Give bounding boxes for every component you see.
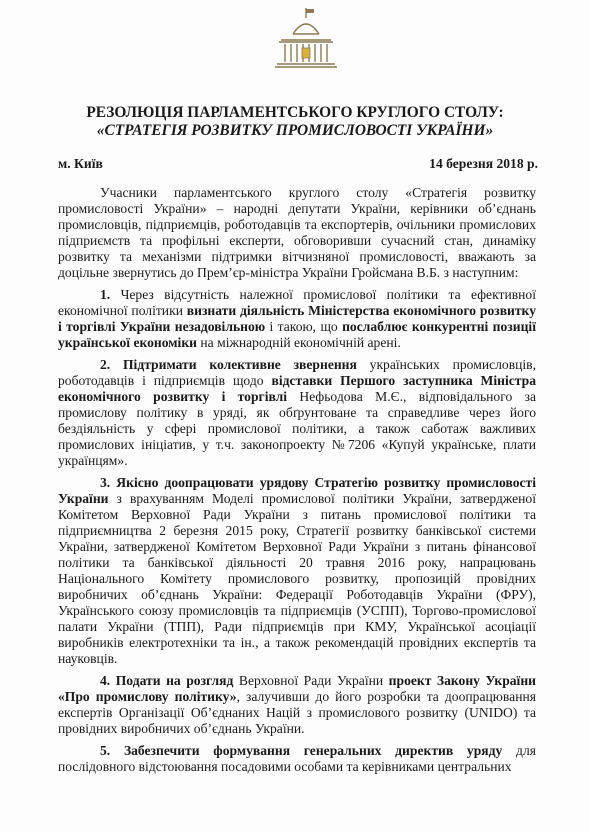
item-number: 5. xyxy=(100,743,111,758)
item-bold-text: проект Закону України «Про промислову політику» xyxy=(58,673,536,704)
item-text: українських промисловців, роботодавців і підприємців щодо xyxy=(58,357,536,388)
title-line-2: «СТРАТЕГІЯ РОЗВИТКУ ПРОМИСЛОВОСТІ УКРАЇНИ» xyxy=(96,122,494,139)
item-3 xyxy=(58,475,536,667)
item-text: Нефьодова М.Є., відповідального за промислову політику в уряді, як обґрунтоване та справедливе через його бездіяльність у сфері промислової політики, а також саботаж важливих промислових ініціатив, у т.ч. законопроекту №7206 «Купуй українське, плати українцям». xyxy=(58,389,536,468)
item-text: , залучивши до його розробки та доопрацювання експертів Організації Об’єднаних Націй з промислового розвитку (UNIDO) та провідних виробничих об’єднань України. xyxy=(58,689,536,736)
verkhovna-rada-building-icon xyxy=(271,4,341,74)
document-body xyxy=(58,185,536,775)
item-5 xyxy=(58,743,536,775)
item-bold-text: визнати діяльність Міністерства економічного розвитку і торгівлі України незадовільною xyxy=(58,303,536,334)
item-number: 2. xyxy=(100,357,111,372)
item-bold-text: Підтримати колективне звернення xyxy=(122,357,357,372)
item-text: з врахуванням Моделі промислової політики України, затвердженої Комітетом Верховної Ради України з питань промислової політики та підприємництва 2 березня 2015 року, Стратегії розвитку банківської системи України, затвердженої Комітетом Верховної Ради України з питань фінансової політики та банківської діяльності 20 травня 2016 року, напрацювань Національного Комітету промислового розвитку, пропозицій провідних виробничих об’єднань України: Федерації Роботодавців України (ФРУ), Українського союзу промисловців та підприємців (УСПП), Торгово-промислової палати України (ТПП), Ради підприємців при КМУ, Української асоціації виробників електротехніки та ін., а також рекомендацій провідних експертів та науковців. xyxy=(58,491,536,666)
item-text: Через відсутність належної промислової політики та ефективної економічної політики xyxy=(58,287,536,318)
item-text: Верховної Ради України xyxy=(233,673,389,688)
item-2 xyxy=(58,357,536,469)
item-bold-text: Якісно доопрацювати урядову Стратегію розвитку промисловості України xyxy=(58,475,536,506)
item-1 xyxy=(58,287,536,351)
date: 14 березня 2018 р. xyxy=(429,156,538,171)
item-bold-text: відставки Першого заступника Міністра економічного розвитку і торгівлі xyxy=(58,373,537,404)
intro-paragraph: Учасники парламентського круглого столу «Стратегія розвитку промисловості України» – народні депутати України, керівники об’єднань промисловців, підприємців, роботодавців та експортерів, очільники промислових підприємств та профільні експерти, обговоривши сучасний стан, динаміку розвитку та механізми підтримки вітчизняної промисловості, вважають за доцільне звернутись до Прем’єр-міністра України Гройсмана В.Б. з наступним: xyxy=(58,185,536,280)
item-text: на міжнародній економічній арені. xyxy=(197,335,401,350)
item-text: для послідовного відстоювання посадовими особами та керівниками центральних xyxy=(58,743,536,774)
item-bold-text: Забезпечити формування генеральних директив уряду xyxy=(123,743,503,758)
title-line-1: РЕЗОЛЮЦІЯ ПАРЛАМЕНТСЬКОГО КРУГЛОГО СТОЛУ: xyxy=(86,104,504,121)
item-bold-text: послаблює конкурентні позиції української економіки xyxy=(58,319,536,350)
item-4 xyxy=(58,673,536,737)
item-bold-text: Подати на розгляд xyxy=(115,673,234,688)
place: м. Київ xyxy=(58,156,103,171)
item-number: 3. xyxy=(100,475,111,490)
item-text: і такою, що xyxy=(265,319,343,334)
resolution-title xyxy=(0,104,590,140)
item-number: 4. xyxy=(100,673,111,688)
item-number: 1. xyxy=(100,287,111,302)
